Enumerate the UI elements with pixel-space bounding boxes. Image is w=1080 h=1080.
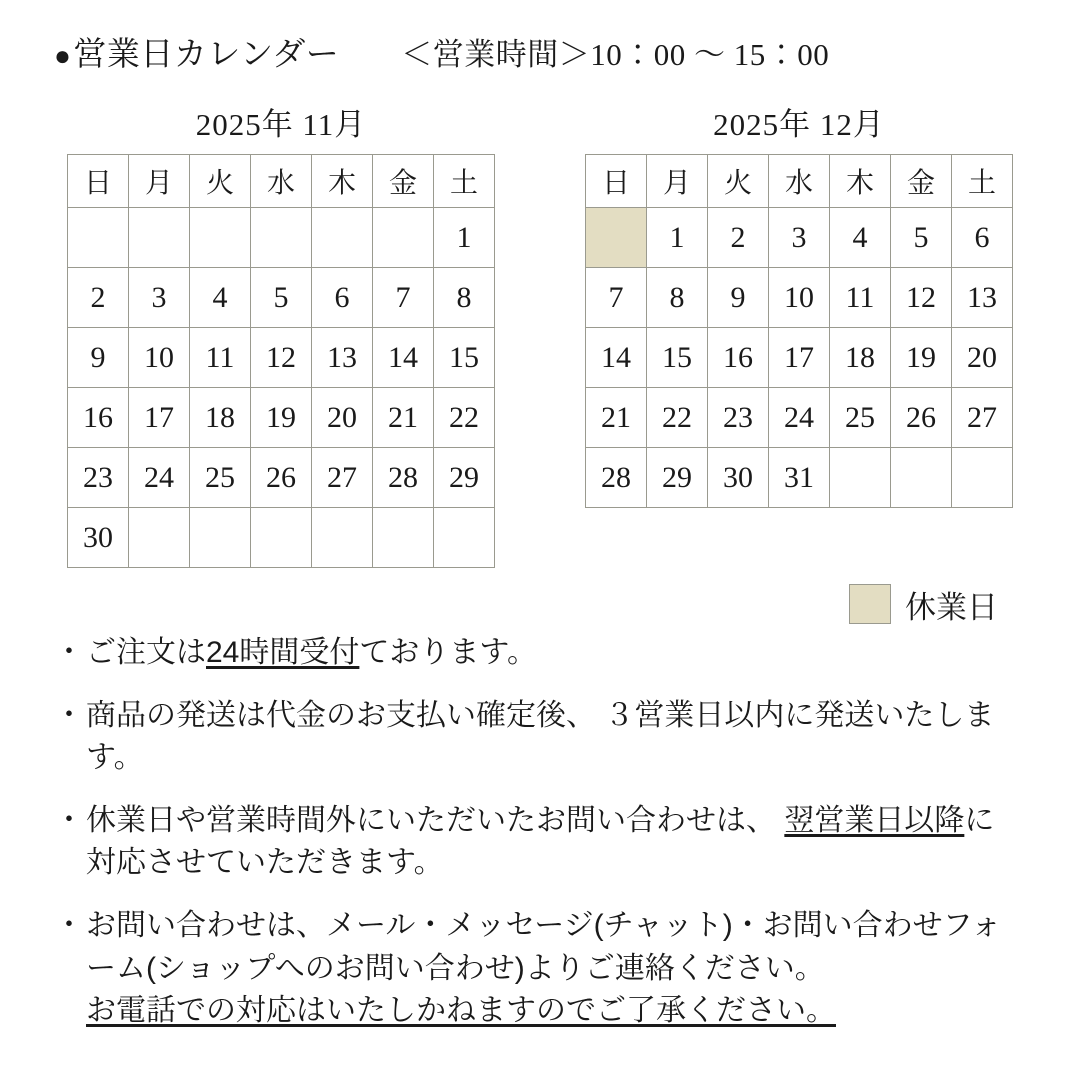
calendar-cell-blank (312, 208, 373, 268)
calendar-day-7: 7 (373, 268, 434, 328)
calendar-day-16: 16 (68, 388, 129, 448)
weekday-header-月: 月 (647, 155, 708, 208)
calendar-cell-blank (68, 208, 129, 268)
legend-swatch-icon (849, 584, 891, 624)
note-emphasis: お電話での対応はいたしかねますのでご了承ください。 (86, 994, 836, 1028)
calendar-day-30: 30 (708, 448, 769, 508)
calendar-weekday-row (68, 155, 495, 208)
note-emphasis: 24時間受付 (206, 636, 360, 669)
calendars-container (30, 99, 1050, 568)
calendar-day-11: 11 (830, 268, 891, 328)
note-text (86, 632, 1024, 675)
calendar-day-20: 20 (312, 388, 373, 448)
note-segment: 休業日や営業時間外にいただいたお問い合わせは、 (86, 803, 785, 837)
calendar-cell-blank (373, 208, 434, 268)
calendar-week-row (68, 388, 495, 448)
calendar-day-15: 15 (647, 328, 708, 388)
calendar-month-2 (584, 99, 1014, 568)
calendar-day-1: 1 (647, 208, 708, 268)
calendar-day-16: 16 (708, 328, 769, 388)
weekday-header-土: 土 (952, 155, 1013, 208)
legend (30, 582, 1050, 626)
note-text (86, 800, 1024, 885)
weekday-header-水: 水 (251, 155, 312, 208)
note-item (54, 632, 1024, 675)
calendar-table (585, 154, 1013, 508)
calendar-day-10: 10 (129, 328, 190, 388)
calendar-day-15: 15 (434, 328, 495, 388)
calendar-day-22: 22 (434, 388, 495, 448)
calendar-weekday-row (586, 155, 1013, 208)
calendar-day-22: 22 (647, 388, 708, 448)
calendar-title: 2025年 12月 (713, 107, 885, 142)
calendar-week-row (68, 508, 495, 568)
calendar-week-row (586, 328, 1013, 388)
calendar-day-24: 24 (769, 388, 830, 448)
calendar-week-row (68, 448, 495, 508)
calendar-day-14: 14 (373, 328, 434, 388)
note-bullet-icon: ・ (54, 803, 84, 837)
note-segment: に対応させていただきます。 (86, 803, 995, 880)
calendar-day-9: 9 (708, 268, 769, 328)
calendar-day-26: 26 (891, 388, 952, 448)
calendar-week-row (586, 208, 1013, 268)
calendar-cell-empty (190, 508, 251, 568)
calendar-day-8: 8 (434, 268, 495, 328)
calendar-cell-empty (891, 448, 952, 508)
calendar-day-9: 9 (68, 328, 129, 388)
calendar-day-28: 28 (586, 448, 647, 508)
calendar-day-29: 29 (434, 448, 495, 508)
calendar-day-4: 4 (190, 268, 251, 328)
calendar-day-14: 14 (586, 328, 647, 388)
calendar-week-row (586, 268, 1013, 328)
calendar-day-18: 18 (830, 328, 891, 388)
calendar-day-19: 19 (251, 388, 312, 448)
calendar-cell-blank (129, 208, 190, 268)
calendar-week-row (586, 448, 1013, 508)
calendar-day-31: 31 (769, 448, 830, 508)
calendar-cell-empty (952, 448, 1013, 508)
calendar-day-12: 12 (251, 328, 312, 388)
weekday-header-水: 水 (769, 155, 830, 208)
note-item (54, 800, 1024, 885)
weekday-header-月: 月 (129, 155, 190, 208)
calendar-day-13: 13 (952, 268, 1013, 328)
weekday-header-土: 土 (434, 155, 495, 208)
note-item (54, 695, 1024, 780)
calendar-day-5: 5 (891, 208, 952, 268)
page-title: 営業日カレンダー (73, 35, 340, 72)
weekday-header-日: 日 (586, 155, 647, 208)
page-header (30, 28, 1050, 75)
calendar-day-7: 7 (586, 268, 647, 328)
calendar-day-10: 10 (769, 268, 830, 328)
calendar-cell-empty (251, 508, 312, 568)
weekday-header-木: 木 (830, 155, 891, 208)
bullet-icon: ● (54, 40, 72, 71)
note-bullet-icon: ・ (54, 636, 84, 669)
calendar-day-26: 26 (251, 448, 312, 508)
weekday-header-木: 木 (312, 155, 373, 208)
calendar-day-24: 24 (129, 448, 190, 508)
weekday-header-火: 火 (708, 155, 769, 208)
business-hours-text: ＜営業時間＞10：00 〜 15：00 (401, 37, 830, 72)
calendar-day-1: 1 (434, 208, 495, 268)
calendar-day-20: 20 (952, 328, 1013, 388)
calendar-day-11: 11 (190, 328, 251, 388)
calendar-day-6: 6 (312, 268, 373, 328)
calendar-cell-empty (373, 508, 434, 568)
calendar-day-17: 17 (769, 328, 830, 388)
weekday-header-日: 日 (68, 155, 129, 208)
calendar-day-23: 23 (708, 388, 769, 448)
calendar-title: 2025年 11月 (195, 107, 367, 142)
legend-label: 休業日 (905, 589, 998, 625)
calendar-cell-empty (830, 448, 891, 508)
calendar-day-28: 28 (373, 448, 434, 508)
calendar-day-4: 4 (830, 208, 891, 268)
calendar-table (67, 154, 495, 568)
calendar-week-row (586, 388, 1013, 448)
calendar-cell-empty (434, 508, 495, 568)
calendar-cell-blank (190, 208, 251, 268)
calendar-day-5: 5 (251, 268, 312, 328)
calendar-week-row (68, 208, 495, 268)
weekday-header-金: 金 (891, 155, 952, 208)
calendar-cell-blank (251, 208, 312, 268)
calendar-day-21: 21 (586, 388, 647, 448)
note-text (86, 905, 1024, 1033)
calendar-cell-empty (312, 508, 373, 568)
note-emphasis: 翌営業日以降 (784, 803, 965, 837)
note-segment: ております。 (359, 636, 537, 669)
calendar-day-27: 27 (312, 448, 373, 508)
calendar-week-row (68, 268, 495, 328)
calendar-day-25: 25 (830, 388, 891, 448)
note-bullet-icon: ・ (54, 908, 84, 942)
note-segment: ご注文は (86, 636, 206, 669)
calendar-day-8: 8 (647, 268, 708, 328)
note-segment: 商品の発送は代金のお支払い確定後、 ３営業日以内に発送いたします。 (86, 698, 995, 775)
calendar-week-row (68, 328, 495, 388)
weekday-header-金: 金 (373, 155, 434, 208)
note-item (54, 905, 1024, 1033)
calendar-day-23: 23 (68, 448, 129, 508)
calendar-day-21: 21 (373, 388, 434, 448)
calendar-day-2: 2 (708, 208, 769, 268)
note-bullet-icon: ・ (54, 698, 84, 732)
weekday-header-火: 火 (190, 155, 251, 208)
calendar-day-2: 2 (68, 268, 129, 328)
calendar-month-1 (66, 99, 496, 568)
calendar-day-25: 25 (190, 448, 251, 508)
calendar-day-29: 29 (647, 448, 708, 508)
calendar-day-12: 12 (891, 268, 952, 328)
calendar-day-17: 17 (129, 388, 190, 448)
calendar-day-27: 27 (952, 388, 1013, 448)
calendar-day-19: 19 (891, 328, 952, 388)
calendar-day-30: 30 (68, 508, 129, 568)
calendar-day-18: 18 (190, 388, 251, 448)
note-text (86, 695, 1024, 780)
calendar-day-3: 3 (129, 268, 190, 328)
calendar-cell-blank (586, 208, 647, 268)
note-segment: お問い合わせは、メール・メッセージ(チャット)・お問い合わせフォーム(ショップへのお問い合わせ)よりご連絡ください。 (86, 908, 1002, 985)
calendar-day-6: 6 (952, 208, 1013, 268)
calendar-cell-empty (129, 508, 190, 568)
calendar-day-3: 3 (769, 208, 830, 268)
notes-list (30, 632, 1050, 1033)
calendar-day-13: 13 (312, 328, 373, 388)
